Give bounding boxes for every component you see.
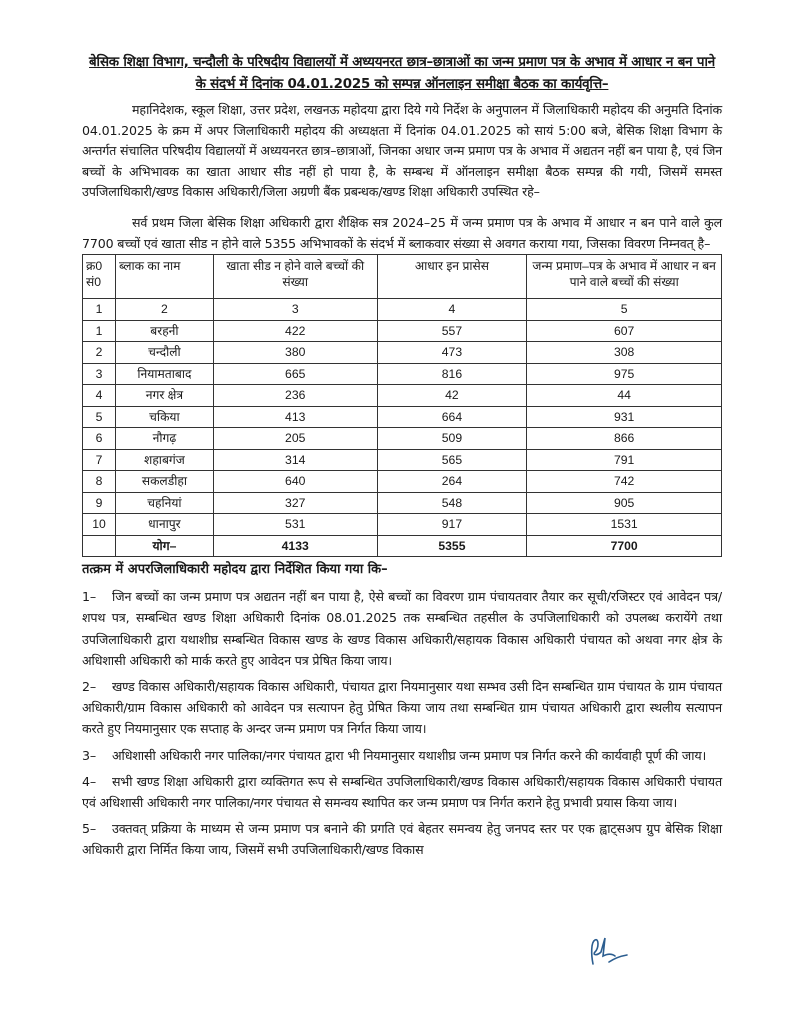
column-number: 3 xyxy=(213,299,377,321)
table-row xyxy=(83,320,722,342)
header-aadhaar-in-process: आधार इन प्रासेस xyxy=(377,255,527,299)
cell-aadhaar-in-process: 548 xyxy=(377,492,527,514)
intro-paragraph: महानिदेशक, स्कूल शिक्षा, उत्तर प्रदेश, लखनऊ महोदया द्वारा दिये गये निर्देश के अनुपालन में जिलाधिकारी महोदय की अनुमति दिनांक 04.01.2025 के क्रम में अपर जिलाधिकारी महोदय की अध्यक्षता में दिनांक 04.01.2025 को सायं 5:00 बजे, बेसिक शिक्षा विभाग के अन्तर्गत संचालित परिषदीय विद्यालयों में अध्ययनरत छात्र–छात्राओं, जिनका अधार जन्म प्रमाण पत्र के अभाव में अद्यतन नहीं बन पाया है, एवं जिन बच्चों के अभिभावक का खाता आधार सीड नहीं हो पाया है, के सम्बन्ध में ऑनलाइन समीक्षा बैठक सम्पन्न की गयी, जिसमें समस्त उपजिलाधिकारी/खण्ड विकास अधिकारी/जिला अग्रणी बैंक प्रबन्धक/खण्ड शिक्षा अधिकारी उपस्थित रहे– xyxy=(82,102,722,200)
directive-item-3 xyxy=(82,745,722,766)
cell-block: नौगढ़ xyxy=(115,428,213,450)
cell-account-not-seeded: 236 xyxy=(213,385,377,407)
block-wise-table xyxy=(82,254,722,557)
cell-account-not-seeded: 665 xyxy=(213,363,377,385)
directive-number: 1– xyxy=(82,589,97,605)
cell-aadhaar-in-process: 557 xyxy=(377,320,527,342)
document-page xyxy=(82,52,722,861)
directive-item-4 xyxy=(82,771,722,813)
directive-number: 2– xyxy=(82,678,97,694)
cell-sno: 6 xyxy=(83,428,116,450)
cell-no-aadhaar: 866 xyxy=(527,428,722,450)
header-block-name: ब्लाक का नाम xyxy=(115,255,213,299)
directive-item-1 xyxy=(82,586,722,671)
table-row xyxy=(83,514,722,536)
directive-number: 4– xyxy=(82,773,97,789)
cell-account-not-seeded: 327 xyxy=(213,492,377,514)
cell-block: धानापुर xyxy=(115,514,213,536)
column-number: 4 xyxy=(377,299,527,321)
cell-empty xyxy=(83,535,116,557)
cell-sno: 9 xyxy=(83,492,116,514)
cell-sno: 4 xyxy=(83,385,116,407)
cell-sno: 5 xyxy=(83,406,116,428)
cell-no-aadhaar: 607 xyxy=(527,320,722,342)
directive-text: अधिशासी अधिकारी नगर पालिका/नगर पंचायत द्वारा भी नियमानुसार यथाशीघ्र जन्म प्रमाण पत्र निर्गत करने की कार्यवाही पूर्ण की जाय। xyxy=(112,747,707,763)
cell-no-aadhaar: 905 xyxy=(527,492,722,514)
table-row xyxy=(83,342,722,364)
cell-no-aadhaar: 44 xyxy=(527,385,722,407)
directive-item-2 xyxy=(82,676,722,740)
table-header-row xyxy=(83,255,722,299)
signature-icon xyxy=(587,934,647,970)
cell-sno: 2 xyxy=(83,342,116,364)
directive-text: उक्तवत् प्रक्रिया के माध्यम से जन्म प्रमाण पत्र बनाने की प्रगति एवं बेहतर समन्वय हेतु जनपद स्तर पर एक ह्वाट्सअप ग्रुप बेसिक शिक्षा अधिकारी द्वारा निर्मित किया जाय, जिसमें सभी उपजिलाधिकारी/खण्ड विकास xyxy=(82,821,722,858)
directive-item-5 xyxy=(82,818,722,860)
cell-account-not-seeded: 413 xyxy=(213,406,377,428)
table-total-row xyxy=(83,535,722,557)
column-number: 1 xyxy=(83,299,116,321)
cell-aadhaar-in-process: 664 xyxy=(377,406,527,428)
header-serial: क्र0 सं0 xyxy=(83,255,116,299)
cell-block: बरहनी xyxy=(115,320,213,342)
cell-sno: 10 xyxy=(83,514,116,536)
cell-account-not-seeded: 314 xyxy=(213,449,377,471)
total-account-not-seeded: 4133 xyxy=(213,535,377,557)
table-row xyxy=(83,492,722,514)
cell-aadhaar-in-process: 509 xyxy=(377,428,527,450)
cell-aadhaar-in-process: 473 xyxy=(377,342,527,364)
cell-block: शहाबगंज xyxy=(115,449,213,471)
cell-block: सकलडीहा xyxy=(115,471,213,493)
cell-no-aadhaar: 931 xyxy=(527,406,722,428)
header-account-not-seeded: खाता सीड न होने वाले बच्चों की संख्या xyxy=(213,255,377,299)
directive-text: जिन बच्चों का जन्म प्रमाण पत्र अद्यतन नहीं बन पाया है, ऐसे बच्चों का विवरण ग्राम पंचायतवार तैयार कर सूची/रजिस्टर एवं आवेदन पत्र/शपथ पत्र, सम्बन्धित खण्ड शिक्षा अधिकारी दिनांक 08.01.2025 तक सम्बन्धित तहसील के उपजिलाधिकारी को उपलब्ध करायेंगे तथा उपजिलाधिकारी द्वारा यथाशीघ्र सम्बन्धित विकास खण्ड के खण्ड विकास अधिकारी/सहायक विकास अधिकारी पंचायत को अथवा नगर क्षेत्र के अधिशासी अधिकारी को मार्क करते हुए आवेदन पत्र प्रेषित किया जाय। xyxy=(82,589,722,668)
cell-no-aadhaar: 791 xyxy=(527,449,722,471)
cell-no-aadhaar: 975 xyxy=(527,363,722,385)
cell-account-not-seeded: 380 xyxy=(213,342,377,364)
directive-number: 5– xyxy=(82,821,97,837)
cell-block: चकिया xyxy=(115,406,213,428)
cell-sno: 8 xyxy=(83,471,116,493)
directive-text: सभी खण्ड शिक्षा अधिकारी द्वारा व्यक्तिगत रूप से सम्बन्धित उपजिलाधिकारी/खण्ड विकास अधिकारी/सहायक विकास अधिकारी पंचायत एवं अधिशासी अधिकारी नगर पालिका/नगर पंचायत से समन्वय स्थापित कर जन्म प्रमाण पत्र निर्गत कराने हेतु प्रभावी प्रयास किया जाय। xyxy=(82,773,722,810)
directive-number: 3– xyxy=(82,747,97,763)
total-no-aadhaar: 7700 xyxy=(527,535,722,557)
directive-heading: तत्क्रम में अपरजिलाधिकारी महोदय द्वारा निर्देशित किया गया कि– xyxy=(82,562,388,578)
total-label: योग– xyxy=(115,535,213,557)
table-row xyxy=(83,363,722,385)
summary-paragraph: सर्व प्रथम जिला बेसिक शिक्षा अधिकारी द्वारा शैक्षिक सत्र 2024–25 में जन्म प्रमाण पत्र के अभाव में आधार न बन पाने वाले कुल 7700 बच्चों एवं खाता सीड न होने वाले 5355 अभिभावकों के संदर्भ में ब्लाकवार संख्या से अवगत कराया गया, जिसका विवरण निम्नवत् है– xyxy=(82,214,722,251)
cell-aadhaar-in-process: 264 xyxy=(377,471,527,493)
header-no-aadhaar: जन्म प्रमाण–पत्र के अभाव में आधार न बन पाने वाले बच्चों की संख्या xyxy=(527,255,722,299)
cell-block: चन्दौली xyxy=(115,342,213,364)
cell-sno: 1 xyxy=(83,320,116,342)
directive-text: खण्ड विकास अधिकारी/सहायक विकास अधिकारी, पंचायत द्वारा नियमानुसार यथा सम्भव उसी दिन सम्बन्धित ग्राम पंचायत के ग्राम पंचायत अधिकारी/ग्राम विकास अधिकारी को आवेदन पत्र सत्यापन हेतु प्रेषित किया जाय तथा सम्बन्धित ग्राम पंचायत अधिकारी द्वारा स्थलीय सत्यापन करते हुए नियमानुसार एक सप्ताह के अन्दर जन्म प्रमाण पत्र निर्गत किया जाय। xyxy=(82,678,722,737)
table-row xyxy=(83,449,722,471)
cell-aadhaar-in-process: 42 xyxy=(377,385,527,407)
cell-no-aadhaar: 1531 xyxy=(527,514,722,536)
document-title: बेसिक शिक्षा विभाग, चन्दौली के परिषदीय विद्यालयों में अध्ययनरत छात्र–छात्राओं का जन्म प्रमाण पत्र के अभाव में आधार न बन पाने के संदर्भ में दिनांक 04.01.2025 को सम्पन्न ऑनलाइन समीक्षा बैठक का कार्यवृत्ति– xyxy=(89,55,715,92)
cell-block: नियामताबाद xyxy=(115,363,213,385)
cell-account-not-seeded: 205 xyxy=(213,428,377,450)
cell-account-not-seeded: 531 xyxy=(213,514,377,536)
cell-block: नगर क्षेत्र xyxy=(115,385,213,407)
cell-no-aadhaar: 308 xyxy=(527,342,722,364)
cell-no-aadhaar: 742 xyxy=(527,471,722,493)
table-row xyxy=(83,428,722,450)
table-row xyxy=(83,385,722,407)
cell-sno: 3 xyxy=(83,363,116,385)
cell-account-not-seeded: 422 xyxy=(213,320,377,342)
cell-aadhaar-in-process: 816 xyxy=(377,363,527,385)
cell-aadhaar-in-process: 917 xyxy=(377,514,527,536)
table-row xyxy=(83,471,722,493)
cell-sno: 7 xyxy=(83,449,116,471)
column-number: 2 xyxy=(115,299,213,321)
cell-aadhaar-in-process: 565 xyxy=(377,449,527,471)
table-row xyxy=(83,406,722,428)
column-number-row xyxy=(83,299,722,321)
cell-block: चहनियां xyxy=(115,492,213,514)
cell-account-not-seeded: 640 xyxy=(213,471,377,493)
total-aadhaar-in-process: 5355 xyxy=(377,535,527,557)
column-number: 5 xyxy=(527,299,722,321)
